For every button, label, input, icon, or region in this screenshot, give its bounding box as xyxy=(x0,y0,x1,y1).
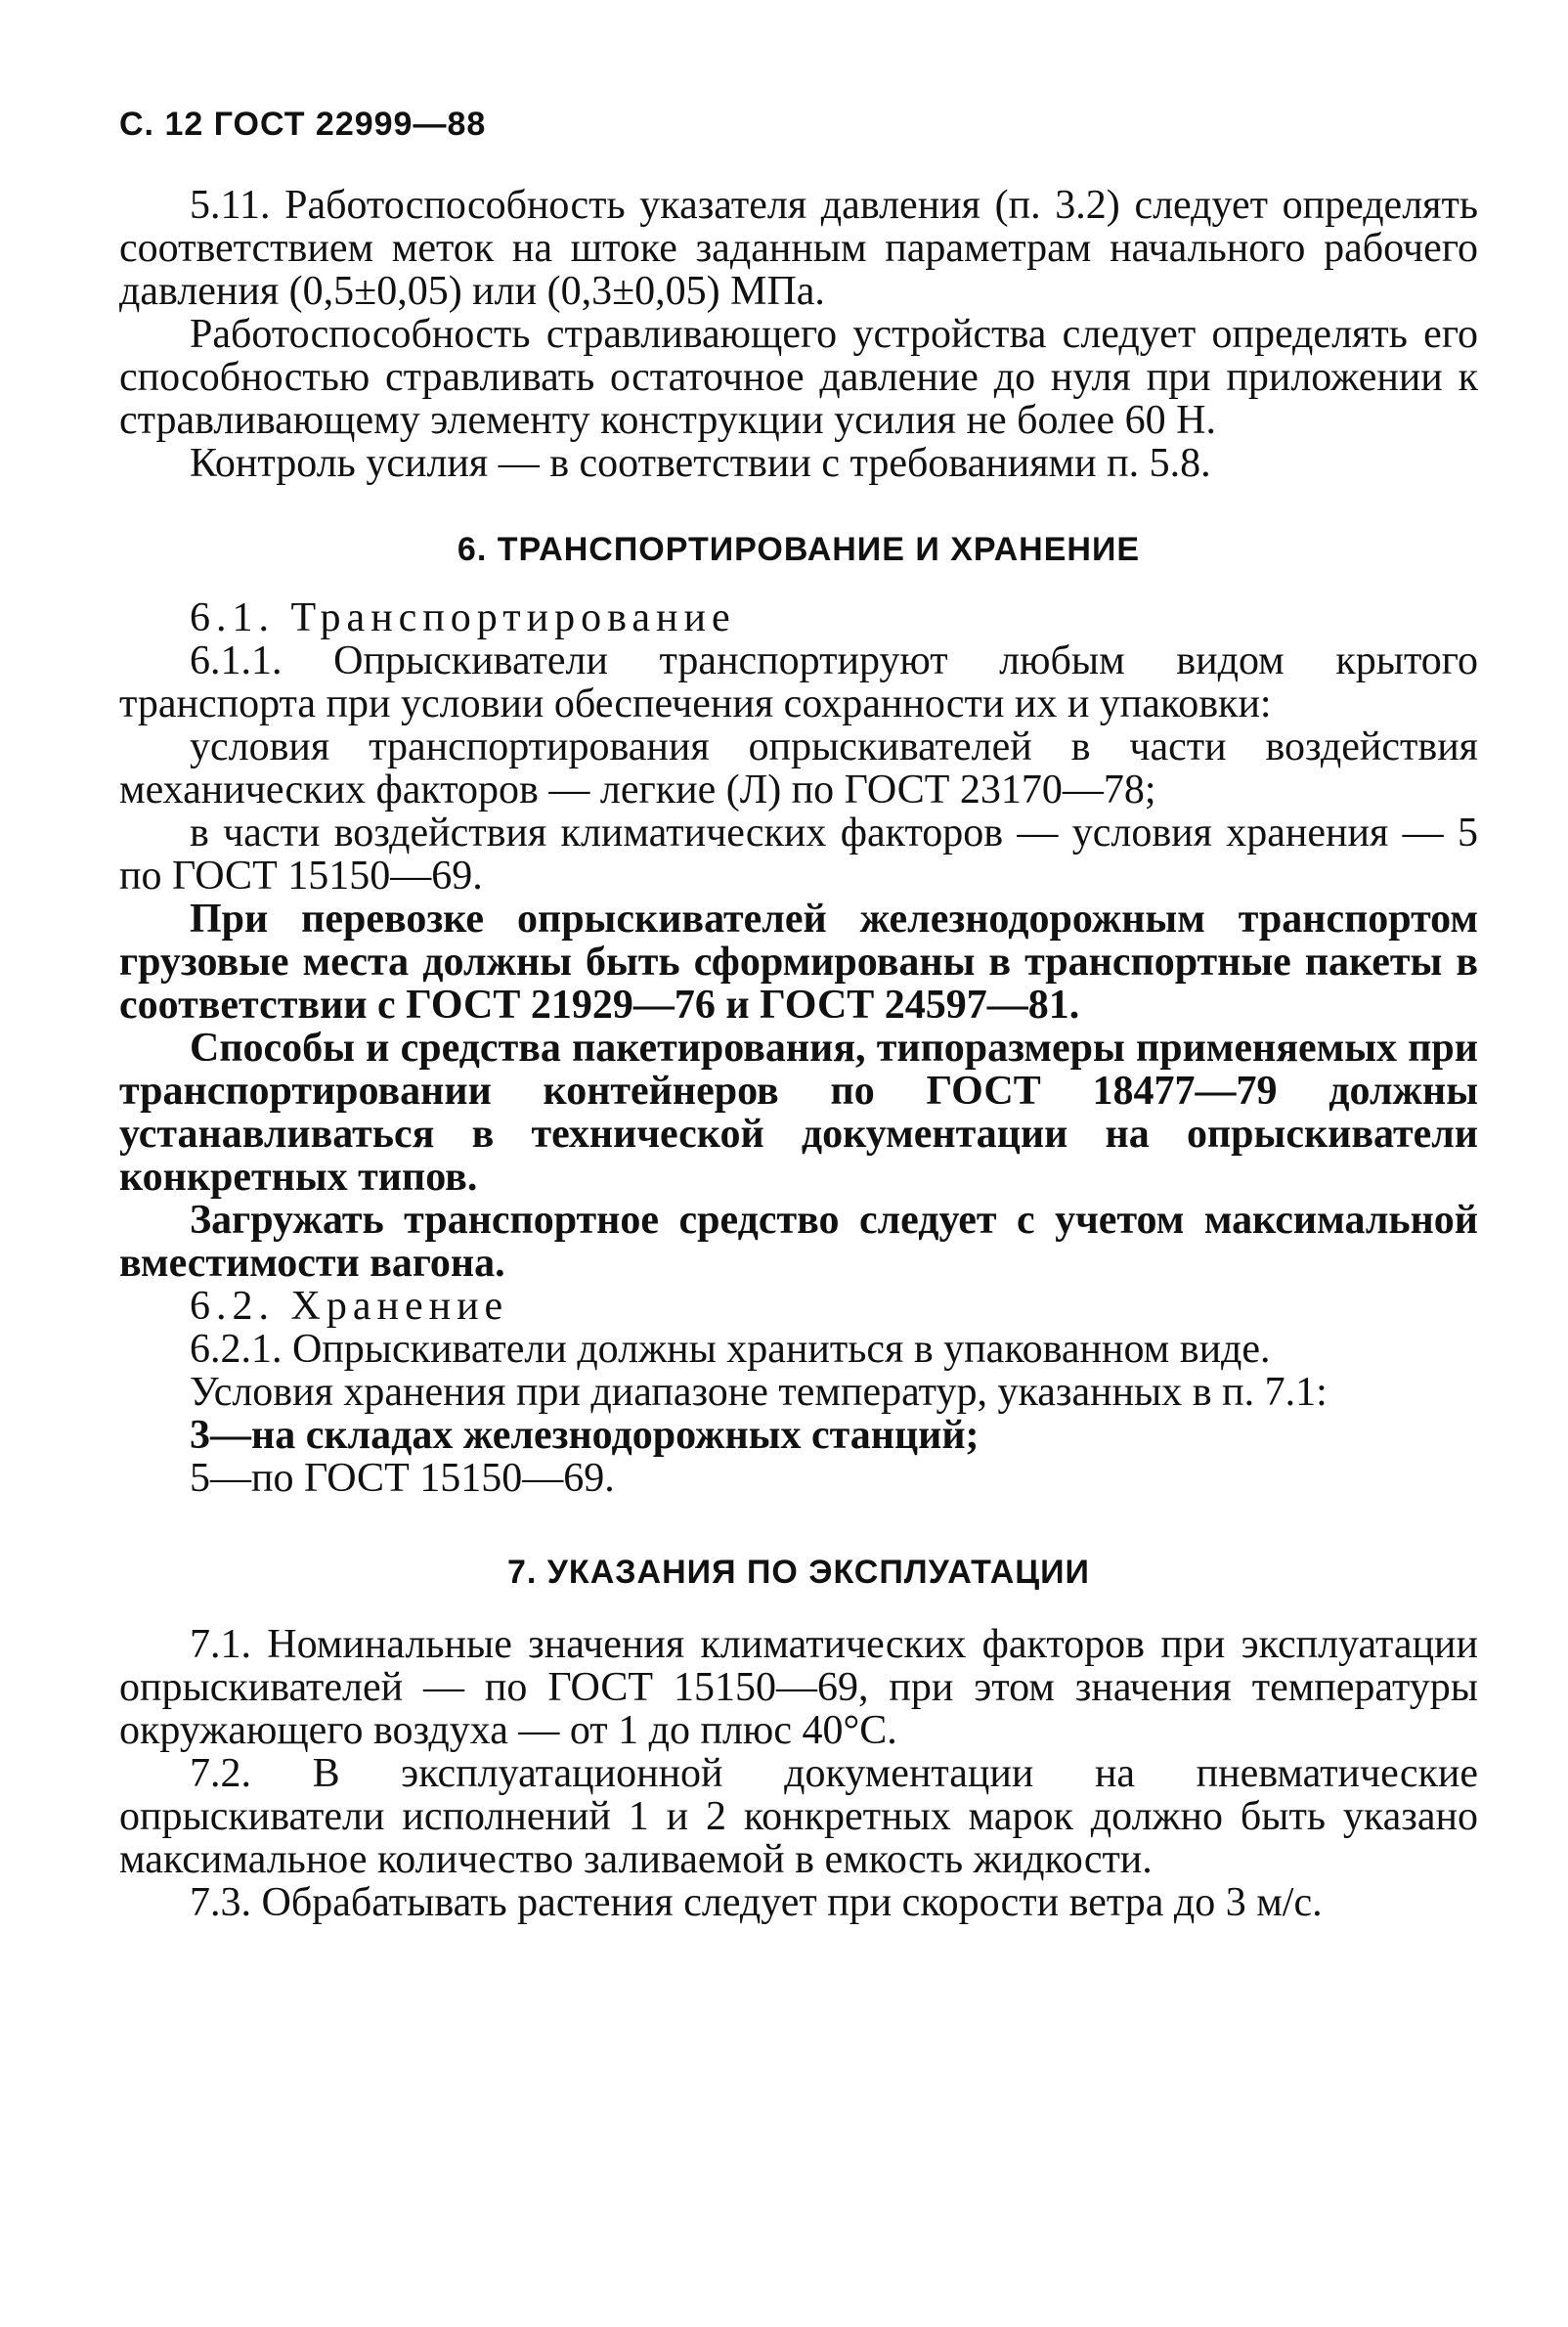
paragraph-7-1: 7.1. Номинальные значения климатических факторов при эксплуатации опрыскивателей — по ГОСТ 15150—69, при этом значения температуры окружающего воздуха — от 1 до плюс 40°С. xyxy=(119,1622,1478,1753)
subsection-6-1-title: 6.1. Транспортирование xyxy=(190,595,736,640)
section-7-title: 7. УКАЗАНИЯ ПО ЭКСПЛУАТАЦИИ xyxy=(506,1554,1090,1591)
page-header: С. 12 ГОСТ 22999—88 xyxy=(119,106,487,143)
paragraph-storage-conditions: Условия хранения при диапазоне температур, указанных в п. 7.1: xyxy=(190,1370,1328,1415)
paragraph-mechanical-factors: условия транспортирования опрыскивателей в части воздействия механических факторов — легкие (Л) по ГОСТ 23170—78; xyxy=(119,724,1478,812)
paragraph-climatic-factors: в части воздействия климатических факторов — условия хранения — 5 по ГОСТ 15150—69. xyxy=(119,811,1478,899)
paragraph-6-2-1: 6.2.1. Опрыскиватели должны храниться в упакованном виде. xyxy=(190,1327,1271,1372)
section-6-title: 6. ТРАНСПОРТИРОВАНИЕ И ХРАНЕНИЕ xyxy=(457,531,1141,568)
paragraph-relief-device: Работоспособность стравливающего устройства следует определять его способностью стравливать остаточное давление до нуля при приложении к стравливающему элементу конструкции усилия не более 60 Н. xyxy=(119,312,1478,443)
document-body xyxy=(119,184,1478,1924)
list-item-3: 3—на складах железнодорожных станций; xyxy=(190,1413,980,1458)
paragraph-loading: Загружать транспортное средство следует с учетом максимальной вместимости вагона. xyxy=(119,1198,1478,1286)
paragraph-7-3: 7.3. Обрабатывать растения следует при скорости ветра до 3 м/с. xyxy=(190,1880,1323,1925)
paragraph-force-control: Контроль усилия — в соответствии с требованиями п. 5.8. xyxy=(190,441,1211,486)
list-item-5: 5—по ГОСТ 15150—69. xyxy=(190,1456,615,1501)
paragraph-5-11: 5.11. Работоспособность указателя давления (п. 3.2) следует определять соответствием меток на штоке заданным параметрам начального рабочего давления (0,5±0,05) или (0,3±0,05) МПа. xyxy=(119,183,1478,314)
paragraph-packaging: Способы и средства пакетирования, типоразмеры применяемых при транспортировании контейнеров по ГОСТ 18477—79 должны устанавливаться в технической документации на опрыскиватели конкретных типов. xyxy=(119,1026,1478,1200)
subsection-6-2-title: 6.2. Хранение xyxy=(190,1284,509,1329)
paragraph-7-2: 7.2. В эксплуатационной документации на пневматические опрыскиватели исполнений 1 и 2 конкретных марок должно быть указано максимальное количество заливаемой в емкость жидкости. xyxy=(119,1751,1478,1882)
paragraph-rail-transport: При перевозке опрыскивателей железнодорожным транспортом грузовые места должны быть сформированы в транспортные пакеты в соответствии с ГОСТ 21929—76 и ГОСТ 24597—81. xyxy=(119,897,1478,1028)
paragraph-6-1-1: 6.1.1. Опрыскиватели транспортируют любым видом крытого транспорта при условии обеспечения сохранности их и упаковки: xyxy=(119,638,1478,726)
